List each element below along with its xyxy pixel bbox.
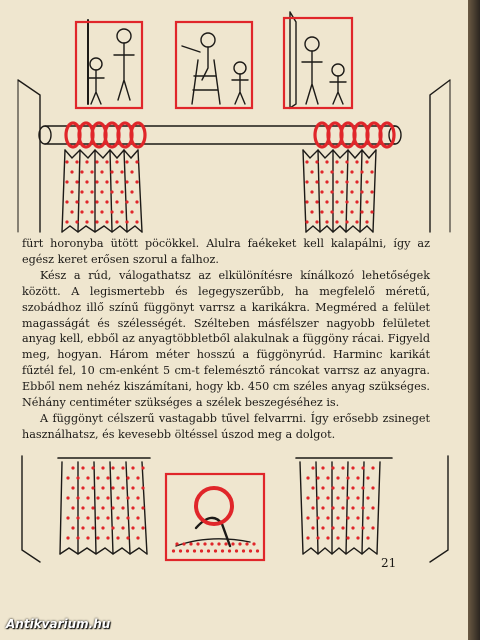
book-spine [468, 0, 480, 640]
top-illustration [0, 0, 468, 240]
paragraph-3: A függönyt célszerű vastagabb tűvel felvarrni. Így erősebb zsineget használhatsz, és kevesebb öltéssel úszod meg a dolgot. [22, 411, 430, 441]
bottom-illustration [0, 450, 468, 570]
page-number: 21 [381, 556, 397, 570]
paragraph-2: Kész a rúd, válogathatsz az elkülönítésre kínálkozó lehetőségek között. A legismertebb és legegyszerűbb, ha megfelelő méretű, szobádhoz illő színű függönyt varrsz a karikákra. Megméred a felület magasságát és szélességét. Szélteben másfélszer nagyobb felületet anyag kell, ebből az anyagtöbbletből alakulnak a függöny rácai. Figyeld meg, hogyan. Három méter hosszú a függönyrúd. Harminc karikát fűztél fel, 10 cm-enként 5 cm-t felemésztő ráncokat varrsz az anyagra. Ebből nem nehéz kiszámítani, hogy kb. 450 cm széles anyag szükséges. Néhány centiméter szükséges a szélek beszegéséhez is. [22, 268, 430, 410]
paragraph-1: fürt horonyba ütött pöcökkel. Alulra faékeket kell kalapálni, így az egész keret erősen szorul a falhoz. [22, 237, 430, 266]
watermark: Antikvarium.hu [6, 617, 111, 631]
body-text [22, 236, 430, 443]
